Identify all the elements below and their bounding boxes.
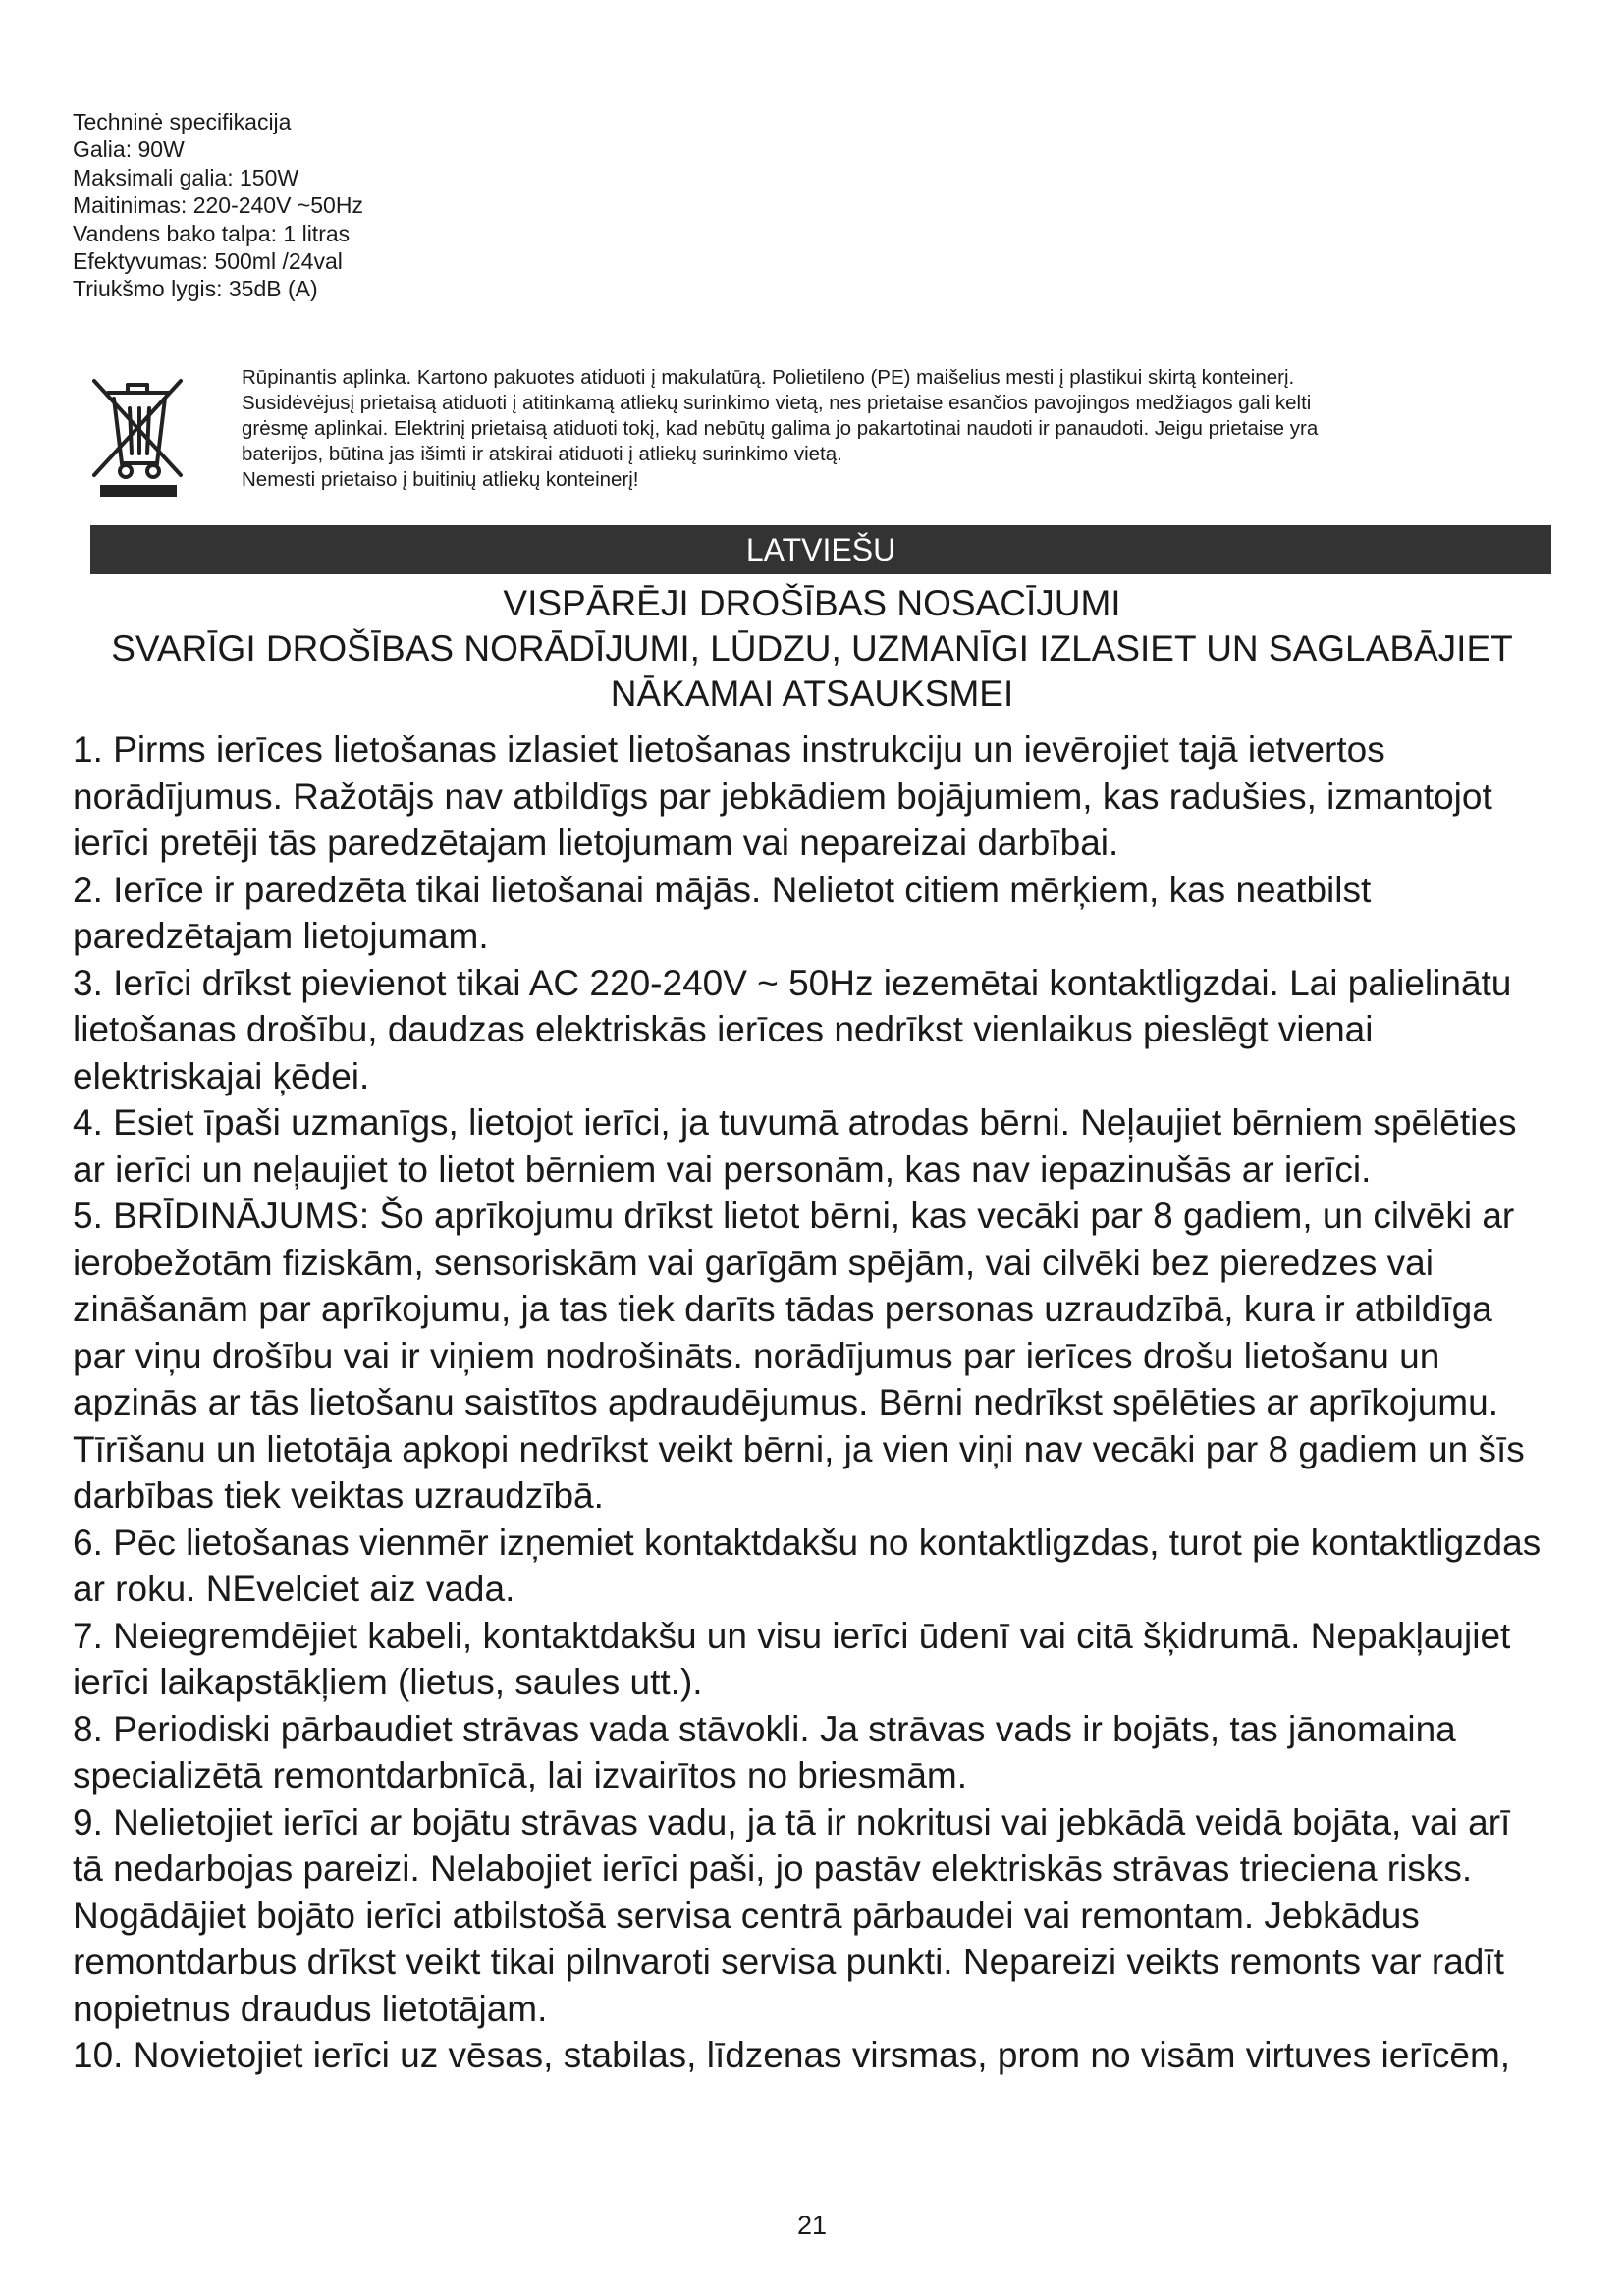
- instruction-line: 2. Ierīce ir paredzēta tikai lietošanai mājās. Nelietot citiem mērķiem, kas neatbilst: [73, 869, 1372, 910]
- page-number: 21: [796, 2211, 828, 2240]
- spec-line: Maitinimas: 220-240V ~50Hz: [73, 192, 363, 219]
- instruction-line: 10. Novietojiet ierīci uz vēsas, stabilas, līdzenas virsmas, prom no visām virtuves ierīcēm,: [73, 2035, 1511, 2075]
- section-subheading: NĀKAMAI ATSAUKSMEI: [610, 673, 1014, 714]
- instruction-line: specializētā remontdarbnīcā, lai izvairītos no briesmām.: [73, 1755, 967, 1795]
- instruction-line: 3. Ierīci drīkst pievienot tikai AC 220-240V ~ 50Hz iezemētai kontaktligzdai. Lai palielinātu: [73, 962, 1512, 1003]
- spec-line: Galia: 90W: [73, 136, 185, 163]
- technical-specification: [73, 108, 760, 303]
- spec-line: Efektyvumas: 500ml /24val: [73, 248, 343, 275]
- crossed-out-wheelie-bin-icon: [79, 371, 196, 499]
- instruction-line: tā nedarbojas pareizi. Nelabojiet ierīci paši, jo pastāv elektriskās strāvas trieciena risks.: [73, 1848, 1473, 1889]
- instruction-line: 5. BRĪDINĀJUMS: Šo aprīkojumu drīkst lietot bērni, kas vecāki par 8 gadiem, un cilvēki ar: [73, 1196, 1515, 1236]
- instruction-line: norādījumus. Ražotājs nav atbildīgs par jebkādiem bojājumiem, kas radušies, izmantojot: [73, 775, 1492, 817]
- instruction-line: remontdarbus drīkst veikt tikai pilnvaroti servisa punkti. Nepareizi veikts remonts var radīt: [73, 1942, 1504, 1982]
- language-section-bar: LATVIEŠU: [90, 525, 1551, 574]
- instruction-line: ar roku. NEvelciet aiz vada.: [73, 1569, 515, 1609]
- notice-line: Rūpinantis aplinka. Kartono pakuotes atiduoti į makulatūrą. Polietileno (PE) maišelius mesti į plastikui skirtą konteinerį.: [242, 366, 1295, 389]
- notice-line: Nemesti prietaiso į buitinių atliekų konteinerį!: [242, 468, 639, 491]
- spec-line: Maksimali galia: 150W: [73, 164, 299, 190]
- instruction-line: Tīrīšanu un lietotāja apkopi nedrīkst veikt bērni, ja vien viņi nav vecāki par 8 gadiem un šīs: [73, 1428, 1525, 1469]
- spec-line: Vandens bako talpa: 1 litras: [73, 220, 351, 246]
- instruction-line: 4. Esiet īpaši uzmanīgs, lietojot ierīci, ja tuvumā atrodas bērni. Neļaujiet bērniem spēlēties: [73, 1102, 1517, 1143]
- instruction-line: elektriskajai ķēdei.: [73, 1055, 370, 1096]
- instruction-line: ierīci laikapstākļiem (lietus, saules utt.).: [73, 1662, 703, 1702]
- instruction-line: lietošanas drošību, daudzas elektriskās ierīces nedrīkst vienlaikus pieslēgt vienai: [73, 1009, 1374, 1049]
- instruction-line: 6. Pēc lietošanas vienmēr izņemiet kontaktdakšu no kontaktligzdas, turot pie kontaktligzdas: [73, 1522, 1542, 1563]
- notice-line: grėsmę aplinkai. Elektrinį prietaisą atiduoti tokį, kad nebūtų galima jo pakartotinai naudoti ir panaudoti. Jeigu prietaise yra: [242, 417, 1319, 440]
- instruction-line: 8. Periodiski pārbaudiet strāvas vada stāvokli. Ja strāvas vads ir bojāts, tas jānomaina: [73, 1708, 1456, 1749]
- notice-line: Susidėvėjusį prietaisą atiduoti į atitinkamą atliekų surinkimo vietą, nes prietaise esančios pavojingos medžiagos gali kelti: [242, 392, 1312, 414]
- instruction-line: 1. Pirms ierīces lietošanas izlasiet lietošanas instrukciju un ievērojiet tajā ietvertos: [73, 729, 1385, 770]
- safety-headings: [59, 581, 1565, 717]
- instruction-line: ierobežotām fiziskām, sensoriskām vai garīgām spējām, vai cilvēki bez pieredzes vai: [73, 1242, 1434, 1283]
- instruction-line: ierīci pretēji tās paredzētajam lietojumam vai nepareizai darbībai.: [73, 823, 1119, 863]
- instruction-line: paredzētajam lietojumam.: [73, 916, 489, 956]
- instruction-line: apzinās ar tās lietošanu saistītos apdraudējumus. Bērni nedrīkst spēlēties ar aprīkojumu.: [73, 1382, 1498, 1422]
- instruction-line: ar ierīci un neļaujiet to lietot bērniem vai personām, kas nav iepazinušās ar ierīci.: [73, 1148, 1372, 1190]
- instruction-line: 9. Nelietojiet ierīci ar bojātu strāvas vadu, ja tā ir nokritusi vai jebkādā veidā bojāta, vai arī: [73, 1801, 1511, 1842]
- instruction-line: 7. Neiegremdējiet kabeli, kontaktdakšu un visu ierīci ūdenī vai citā šķidrumā. Nepakļaujiet: [73, 1615, 1511, 1656]
- instruction-line: par viņu drošību vai ir viņiem nodrošināts. norādījumus par ierīces drošu lietošanu un: [73, 1335, 1440, 1376]
- instruction-line: Nogādājiet bojāto ierīci atbilstošā servisa centrā pārbaudei vai remontam. Jebkādus: [73, 1895, 1420, 1936]
- instruction-line: darbības tiek veiktas uzraudzībā.: [73, 1475, 604, 1516]
- instruction-line: zināšanām par aprīkojumu, ja tas tiek darīts tādas personas uzraudzībā, kura ir atbildīga: [73, 1289, 1492, 1329]
- spec-title: Techninė specifikacija: [73, 109, 292, 134]
- spec-line: Triukšmo lygis: 35dB (A): [73, 276, 318, 302]
- safety-instructions: [73, 726, 1585, 2079]
- environmental-notice-text: [242, 365, 1597, 493]
- section-subheading: SVARĪGI DROŠĪBAS NORĀDĪJUMI, LŪDZU, UZMANĪGI IZLASIET UN SAGLABĀJIET: [111, 628, 1513, 668]
- instruction-line: nopietnus draudus lietotājam.: [73, 1988, 548, 2029]
- section-heading: VISPĀRĒJI DROŠĪBAS NOSACĪJUMI: [503, 583, 1121, 623]
- notice-line: baterijos, būtina jas išimti ir atskirai atiduoti į atliekų surinkimo vietą.: [242, 443, 842, 465]
